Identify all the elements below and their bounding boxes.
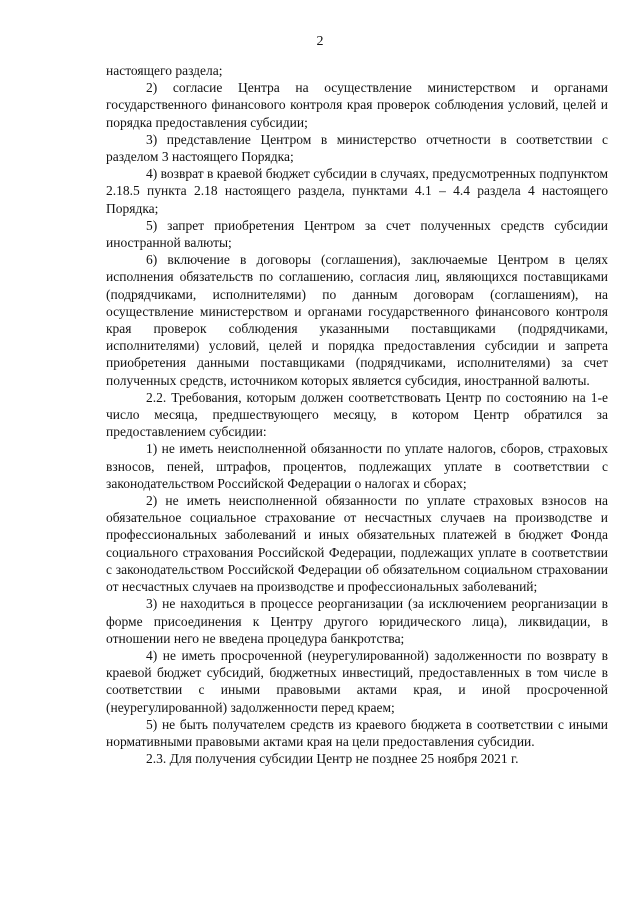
requirement-item-1: 1) не иметь неисполненной обязанности по уплате налогов, сборов, страховых взносов, пеней, штрафов, процентов, подлежащих уплате в соответствии с законодательством Российской Федерации о налогах и сборах; <box>106 441 608 491</box>
page-number: 2 <box>316 34 324 49</box>
list-item-3: 3) представление Центром в министерство отчетности в соответствии с разделом 3 настоящего Порядка; <box>106 131 608 165</box>
document-body <box>106 62 608 767</box>
list-item-2: 2) согласие Центра на осуществление министерством и органами государственного финансового контроля края проверок соблюдения условий, целей и порядка предоставления субсидии; <box>106 80 608 130</box>
requirement-item-5: 5) не быть получателем средств из краевого бюджета в соответствии с иными нормативными правовыми актами края на цели предоставления субсидии. <box>106 716 608 749</box>
requirement-item-3: 3) не находиться в процессе реорганизации (за исключением реорганизации в форме присоединения к Центру другого юридического лица), ликвидации, в отношении него не введена процедура банкротства; <box>106 596 608 646</box>
requirement-item-4: 4) не иметь просроченной (неурегулированной) задолженности по возврату в краевой бюджет субсидий, бюджетных инвестиций, предоставленных в том числе в соответствии с иными правовыми актами края, и иной просроченной (неурегулированной) задолженности перед краем; <box>106 647 608 715</box>
requirement-item-2: 2) не иметь неисполненной обязанности по уплате страховых взносов на обязательное социальное страхование от несчастных случаев на производстве и профессиональных заболеваний и иных обязательных платежей в бюджет Фонда социального страхования Российской Федерации, подлежащих уплате в соответствии с законодательством Российской Федерации об обязательном социальном страховании от несчастных случаев на производстве и профессиональных заболеваний; <box>106 493 608 595</box>
section-2-3-paragraph: 2.3. Для получения субсидии Центр не позднее 25 ноября 2021 г. <box>146 751 519 767</box>
list-item-6: 6) включение в договоры (соглашения), заключаемые Центром в целях исполнения обязательств по соглашению, согласия лиц, являющихся поставщиками (подрядчиками, исполнителями) по данным договорам (соглашениям), на осуществление министерством и органами государственного финансового контроля края проверок соблюдения указанными поставщиками (подрядчиками, исполнителями) условий, целей и порядка предоставления субсидии и запрета приобретения данными поставщиками (подрядчиками, исполнителями) за счет полученных средств, источником которых является субсидия, иностранной валюты. <box>106 252 608 388</box>
list-item-5: 5) запрет приобретения Центром за счет полученных средств субсидии иностранной валюты; <box>106 217 608 251</box>
paragraph-continuation: настоящего раздела; <box>106 63 223 78</box>
section-2-2-paragraph: 2.2. Требования, которым должен соответствовать Центр по состоянию на 1-е число месяца, предшествующего месяцу, в котором Центр обратился за предоставлением субсидии: <box>106 389 608 440</box>
list-item-4: 4) возврат в краевой бюджет субсидии в случаях, предусмотренных подпунктом 2.18.5 пункта 2.18 настоящего раздела, пунктами 4.1 – 4.4 раздела 4 настоящего Порядка; <box>106 166 608 216</box>
